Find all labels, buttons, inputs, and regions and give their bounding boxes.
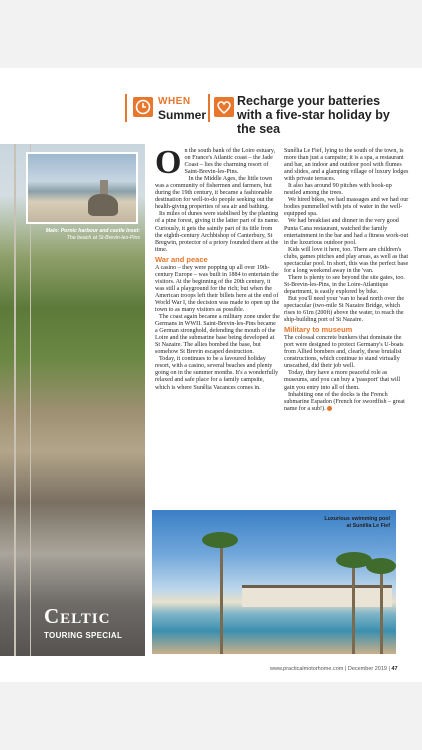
- paragraph: [284, 392, 410, 413]
- footer-text: www.practicalmotorhome.com | December 2019 |: [270, 666, 390, 672]
- paragraph: There is plenty to see beyond the site gates, too. St-Brevin-les-Pins, in the Loire-Atlantique department, is easily explored by bike.: [284, 274, 405, 295]
- paragraph: The colossal concrete bunkers that dominate the port were designed to protect Germany's U-boats from Allied bombers and, clearly, these brutalist constructions, which continue to stand virtually unscathed, did their job well.: [284, 335, 404, 370]
- pool-caption-line1: Luxurious swimming pool: [324, 516, 390, 522]
- palm-trunk: [352, 560, 355, 654]
- paragraph: We had breakfast and dinner in the very good Punta Cana restaurant, watched the family entertainment in the bar and had a fitness work-out in the luxurious outdoor pool.: [284, 218, 409, 246]
- paragraph: Today, it continues to be a favoured holiday resort, with a casino, several beaches and plenty going on in the summer months. It's a wonderfully relaxed and safe place for a family campsite, which is where Sunêlia Vacances comes in.: [155, 356, 279, 391]
- article-column-1: [155, 144, 280, 392]
- end-mark-icon: [327, 406, 332, 411]
- pool-caption-line2: at Sunêlia Le Fief: [346, 523, 390, 529]
- paragraph: In the Middle Ages, the little town was a community of fishermen and farmers, but during the 19th century, it became a fashionable destination for well-to-do people seeking out the health-giving properties of sea air and bathing.: [155, 176, 274, 211]
- photo-caption: [0, 228, 140, 242]
- paragraph: Its miles of dunes were stabilised by the planting of a pine forest, giving it the latter part of its name. Curiously, it gets the saintly part of its title from the eighth-century Archbishop of Canterbury, St Bregwin, protector of a priory founded there at the time.: [155, 211, 280, 253]
- magazine-page: [0, 68, 422, 682]
- paragraph: It also has around 90 pitches with hook-up nestled among the trees.: [284, 183, 392, 197]
- when-value: Summer: [158, 108, 207, 122]
- paragraph: Kids will love it here, too. There are children's clubs, games pitches and play areas, as well as that spectacular pool. In short, this was the perfect base for a long weekend away in the 'van.: [284, 246, 409, 274]
- page-number: 47: [391, 666, 398, 672]
- rock-outcrop: [88, 194, 118, 216]
- paragraph: We hired bikes, we had massages and we had our bodies pummelled with jets of water in the well-equipped spa.: [284, 197, 409, 218]
- paragraph: n the south bank of the Loire estuary, on France's Atlantic coast – the Jade Coast – lies the charming resort of Saint-Brevin-les-Pins.: [184, 148, 276, 176]
- final-paragraph-text: Inhabiting one of the docks is the French submarine Espadon (French for swordfish – great name for a sub!).: [284, 391, 405, 412]
- palm-frond: [366, 558, 396, 574]
- subheading: Military to museum: [284, 325, 353, 335]
- paragraph: Today, they have a more peaceful role as museums, and you can buy a 'passport' that will gain you entry into all of them.: [284, 370, 401, 391]
- boat-mast: [14, 144, 16, 656]
- paragraph: The coast again became a military zone under the Germans in WWII. Saint-Brevin-les-Pins became a German stronghold, defending the mouth of the Loire and the submarine base being developed at St Nazaire. The allies bombed the base, but somehow St Brevin escaped destruction.: [155, 314, 280, 356]
- article-header: [125, 94, 405, 136]
- harbour-photo: [0, 144, 145, 656]
- series-title: Celtic: [44, 604, 111, 628]
- headline: Recharge your batteries with a five-star holiday by the sea: [237, 94, 390, 136]
- pool-caption: [324, 516, 390, 530]
- header-divider: [125, 94, 127, 122]
- palm-trunk: [220, 540, 223, 654]
- subheading: War and peace: [155, 254, 208, 264]
- paragraph: Sunêlia Le Fief, lying to the south of the town, is more than just a campsite; it is a spa, a restaurant and bar, an indoor and outdoor pool with flumes and slides, and a glamping village of luxury lodges with private terraces.: [284, 148, 409, 183]
- paragraph: A casino – they were popping up all over 19th-century Europe – was built in 1884 to entertain the visitors. At the beginning of the 20th century, it was still a playground for the rich; but when the American troops left their billets here at the end of World War I, the decision was made to open up the town to as many visitors as possible.: [155, 264, 280, 313]
- clock-icon: [133, 97, 153, 117]
- caption-title: Main: Pornic harbour and castle Inset:: [45, 228, 140, 234]
- palm-trunk: [380, 566, 383, 654]
- page-footer: [270, 666, 398, 672]
- caption-text: The beach at St-Brevin-les-Pins: [66, 235, 140, 241]
- series-subtitle: TOURING SPECIAL: [44, 631, 123, 640]
- beach-inset-photo: [26, 152, 138, 224]
- when-label: WHEN: [158, 96, 191, 107]
- paragraph: But you'll need your 'van to head north over the spectacular (two-mile St Nazaire Bridge, which rises to 61m (200ft) above the water, to reach the ship-building port of St Nazaire.: [284, 295, 405, 324]
- pool-photo: [152, 510, 396, 654]
- palm-frond: [202, 532, 238, 548]
- heart-icon: [214, 97, 234, 117]
- article-column-2: [284, 148, 410, 413]
- header-divider: [208, 94, 210, 122]
- pool-building: [242, 585, 392, 607]
- drop-cap: O: [155, 144, 182, 181]
